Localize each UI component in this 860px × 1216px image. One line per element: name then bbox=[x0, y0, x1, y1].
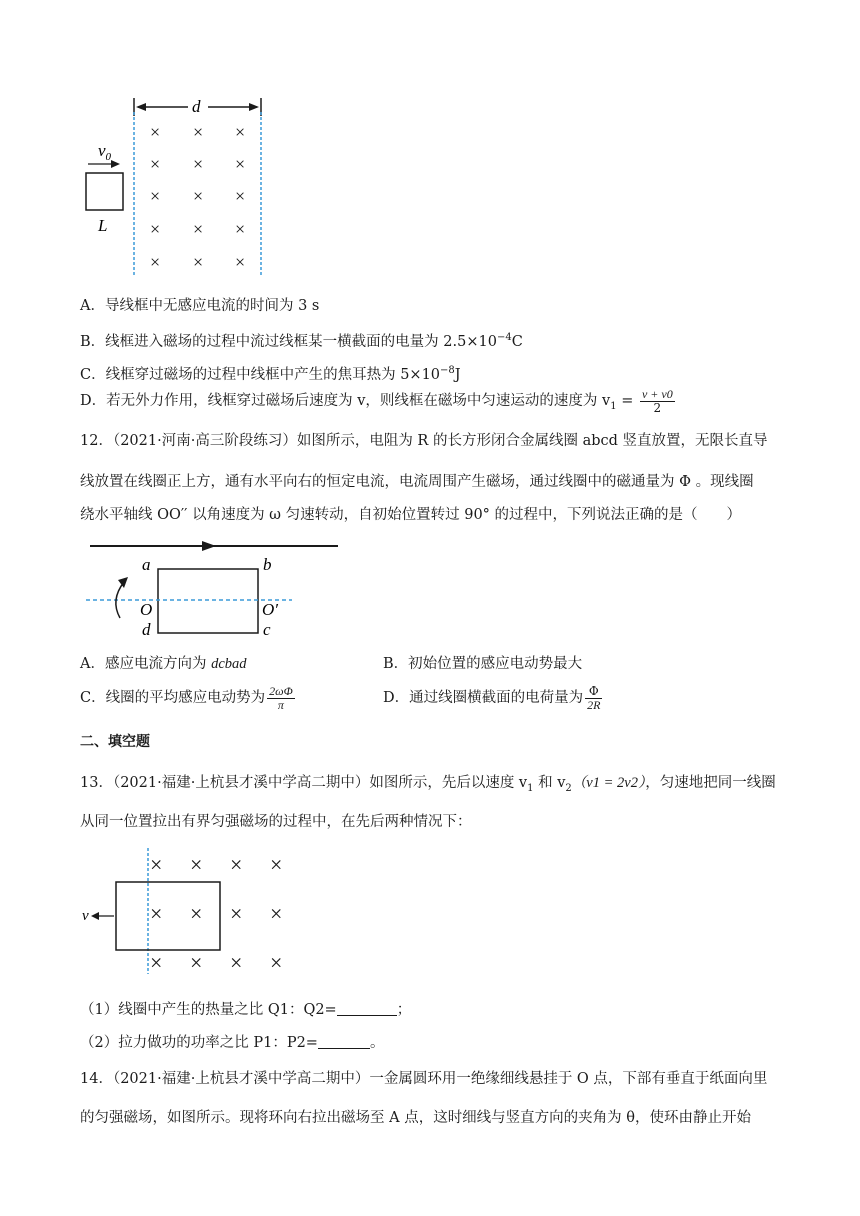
svg-text:c: c bbox=[263, 620, 271, 639]
rectangular-loop bbox=[158, 569, 258, 633]
q12-stem-line1: 12．（2021·河南·高三阶段练习）如图所示，电阻为 R 的长方形闭合金属线圈 abcd 竖直放置，无限长直导 bbox=[80, 433, 768, 449]
svg-text:×: × bbox=[150, 950, 163, 975]
svg-text:×: × bbox=[270, 950, 283, 975]
svg-text:×: × bbox=[230, 950, 243, 975]
velocity-arrow bbox=[111, 160, 120, 168]
svg-text:O: O bbox=[140, 600, 153, 619]
svg-text:×: × bbox=[190, 852, 203, 877]
svg-text:×: × bbox=[150, 186, 161, 206]
svg-text:×: × bbox=[193, 186, 204, 206]
svg-text:×: × bbox=[235, 186, 246, 206]
svg-text:×: × bbox=[193, 219, 204, 239]
q12-option-a: A．感应电流方向为 dcbad bbox=[80, 656, 247, 672]
d-arrow-right bbox=[249, 103, 259, 111]
square-loop bbox=[86, 173, 123, 210]
coil-loop bbox=[116, 882, 220, 950]
svg-text:×: × bbox=[270, 901, 283, 926]
label-v0: $v_0$ bbox=[98, 141, 112, 163]
figure-q11 bbox=[80, 90, 280, 280]
q13-subquestion-1: （1）线圈中产生的热量之比 Q1：Q2= ； bbox=[80, 1002, 412, 1018]
svg-text:a: a bbox=[142, 555, 151, 574]
svg-text:×: × bbox=[235, 122, 246, 142]
q11-option-d: D．若无外力作用，线框穿过磁场后速度为 v，则线框在磁场中匀速运动的速度为 $v_1$ = $\frac{v + v0}{2}$ bbox=[80, 386, 673, 415]
svg-text:×: × bbox=[193, 122, 204, 142]
svg-text:×: × bbox=[193, 154, 204, 174]
figure-q12 bbox=[80, 536, 350, 644]
svg-text:×: × bbox=[150, 122, 161, 142]
svg-text:O′: O′ bbox=[262, 600, 278, 619]
q12-option-c: C．线圈的平均感应电动势为 $\frac{2\omega\Phi}{\pi}$ bbox=[80, 683, 293, 712]
svg-text:×: × bbox=[270, 852, 283, 877]
svg-text:×: × bbox=[150, 252, 161, 272]
figure-q13 bbox=[80, 846, 300, 976]
answer-blank-2[interactable] bbox=[318, 1034, 370, 1049]
svg-text:×: × bbox=[235, 252, 246, 272]
q11-option-c: C．线框穿过磁场的过程中线框中产生的焦耳热为 $5\times 10^{-8}J$ bbox=[80, 365, 461, 383]
q14-stem-line2: 的匀强磁场，如图所示。现将环向右拉出磁场至 A 点，这时细线与竖直方向的夹角为 θ，使环由静止开始 bbox=[80, 1110, 752, 1126]
svg-text:×: × bbox=[235, 219, 246, 239]
svg-text:×: × bbox=[190, 901, 203, 926]
svg-text:×: × bbox=[150, 901, 163, 926]
svg-text:×: × bbox=[235, 154, 246, 174]
label-v: v bbox=[82, 908, 89, 924]
svg-text:d: d bbox=[142, 620, 151, 639]
d-arrow-left bbox=[136, 103, 146, 111]
svg-text:×: × bbox=[230, 852, 243, 877]
svg-text:×: × bbox=[150, 154, 161, 174]
svg-text:×: × bbox=[150, 852, 163, 877]
section-title-fill-blank: 二、填空题 bbox=[80, 734, 150, 750]
q14-stem-line1: 14．（2021·福建·上杭县才溪中学高二期中）一金属圆环用一绝缘细线悬挂于 O 点，下部有垂直于纸面向里 bbox=[80, 1071, 768, 1087]
magnetic-field-crosses bbox=[150, 122, 245, 272]
svg-text:b: b bbox=[263, 555, 272, 574]
svg-text:×: × bbox=[193, 252, 204, 272]
q13-stem-line2: 从同一位置拉出有界匀强磁场的过程中，在先后两种情况下： bbox=[80, 814, 472, 830]
current-arrow bbox=[202, 541, 216, 551]
q13-subquestion-2: （2）拉力做功的功率之比 P1：P2= 。 bbox=[80, 1035, 385, 1051]
velocity-arrow bbox=[91, 912, 99, 920]
q11-option-b: B．线框进入磁场的过程中流过线框某一横截面的电量为 $2.5\times 10^{-4}C$ bbox=[80, 332, 523, 350]
svg-text:×: × bbox=[190, 950, 203, 975]
answer-blank-1[interactable] bbox=[337, 1001, 397, 1016]
q13-stem-line1: 13．（2021·福建·上杭县才溪中学高二期中）如图所示，先后以速度 $v_1$ 和 $v_2(v1 = 2v2)$，匀速地把同一线圈 bbox=[80, 775, 776, 794]
q12-option-b: B．初始位置的感应电动势最大 bbox=[383, 656, 583, 672]
q12-option-d: D．通过线圈横截面的电荷量为 $\frac{\Phi}{2R}$ bbox=[383, 683, 601, 712]
q12-stem-line3: 绕水平轴线 OO′′ 以角速度为 ω 匀速转动，自初始位置转过 90° 的过程中，下列说法正确的是（ ） bbox=[80, 507, 742, 523]
label-d: d bbox=[192, 97, 201, 116]
q11-option-a: A．导线框中无感应电流的时间为 3 s bbox=[80, 298, 320, 314]
magnetic-field-crosses bbox=[150, 852, 282, 975]
svg-text:×: × bbox=[150, 219, 161, 239]
svg-text:×: × bbox=[230, 901, 243, 926]
q12-stem-line2: 线放置在线圈正上方，通有水平向右的恒定电流，电流周围产生磁场，通过线圈中的磁通量为 Φ 。现线圈 bbox=[80, 474, 754, 490]
label-L: L bbox=[98, 216, 108, 235]
